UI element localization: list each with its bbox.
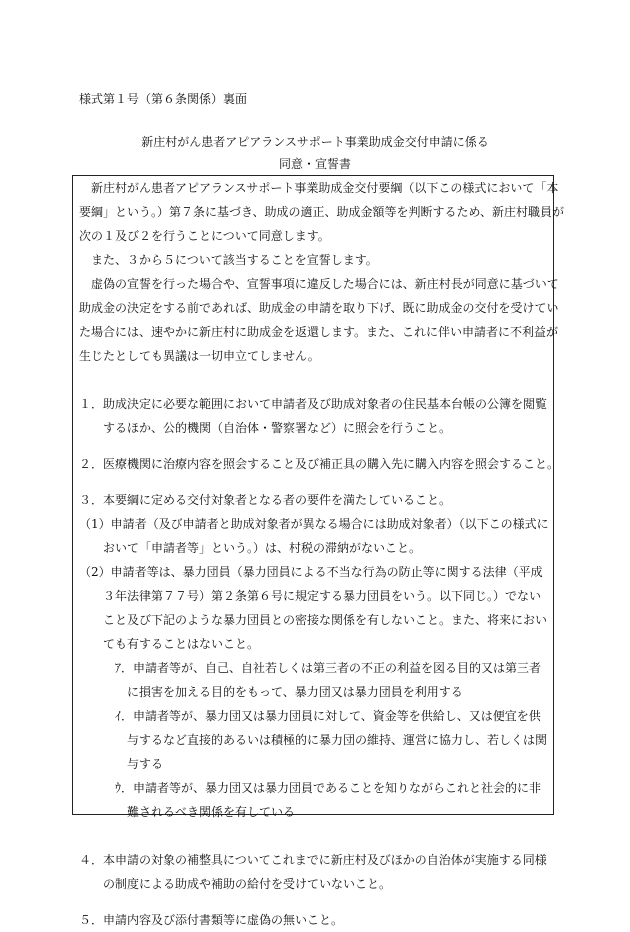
- document-title: [0, 131, 630, 175]
- item-3-1: （1）申請者（及び申請者と助成対象者が異なる場合には助成対象者）（以下この様式において「申請者等」という。）は、村税の滞納がないこと。: [79, 517, 549, 555]
- intro-para3-line4: 生じたとしても異議は一切申立てしません。: [79, 349, 320, 363]
- item-4: ４．本申請の対象の補整具についてこれまでに新庄村及びほかの自治体が実施する同様の制度による助成や補助の給付を受けていないこと。: [79, 853, 547, 891]
- item-3: ３．本要綱に定める交付対象者となる者の要件を満たしていること。: [79, 493, 452, 507]
- item-3-2-b: ｲ．申請者等が、暴力団又は暴力団員に対して、資金等を供給し、又は便宜を供与するなど直接的あるいは積極的に暴力団の維持、運営に協力し、若しくは関与する: [115, 709, 548, 771]
- consent-declaration-box: [72, 175, 565, 927]
- item-3-2-c: ｳ．申請者等が、暴力団又は暴力団員であることを知りながらこれと社会的に非難されるべき関係を有している: [115, 781, 542, 819]
- intro-para3-line2: 助成金の決定をする前であれば、助成金の申請を取り下げ、既に助成金の交付を受けてい: [79, 301, 559, 315]
- item-5: ５．申請内容及び添付書類等に虚偽の無いこと。: [79, 913, 344, 927]
- intro-para2: また、３から５について該当することを宣誓します。: [79, 253, 378, 267]
- intro-para3-line3: た場合には、速やかに新庄村に助成金を返還します。また、これに伴い申請者に不利益が: [79, 325, 559, 339]
- intro-para3-line1: 虚偽の宣誓を行った場合や、宣誓事項に違反した場合には、新庄村長が同意に基づいて: [79, 277, 559, 291]
- intro-para1-line3: 次の１及び２を行うことについて同意します。: [79, 229, 330, 243]
- consent-declaration-content: [79, 176, 565, 932]
- item-1: １．助成決定に必要な範囲において申請者及び助成対象者の住民基本台帳の公簿を閲覧するほか、公的機関（自治体・警察署など）に照会を行うこと。: [79, 397, 548, 435]
- intro-para1-line1: 新庄村がん患者アピアランスサポート事業助成金交付要綱（以下この様式において「本: [79, 181, 559, 195]
- intro-para1-line2: 要綱」という。）第７条に基づき、助成の適正、助成金額等を判断するため、新庄村職員が: [79, 205, 565, 219]
- item-2: ２．医療機関に治療内容を照会すること及び補正具の購入先に購入内容を照会すること。: [79, 457, 560, 471]
- title-line-2: 同意・宣誓書: [278, 157, 351, 171]
- item-3-2: （2）申請者等は、暴力団員（暴力団員による不当な行為の防止等に関する法律（平成３年法律第７７号）第２条第６号に規定する暴力団員をいう。以下同じ。）でないこと及び下記のような暴力団員との密接な関係を有しないこと。また、将来においても有することはないこと。: [79, 565, 548, 651]
- form-number: 様式第１号（第６条関係）裏面: [79, 92, 248, 106]
- title-line-1: 新庄村がん患者アピアランスサポート事業助成金交付申請に係る: [141, 135, 489, 149]
- item-3-2-a: ｱ．申請者等が、自己、自社若しくは第三者の不正の利益を図る目的又は第三者に損害を加える目的をもって、暴力団又は暴力団員を利用する: [115, 661, 542, 699]
